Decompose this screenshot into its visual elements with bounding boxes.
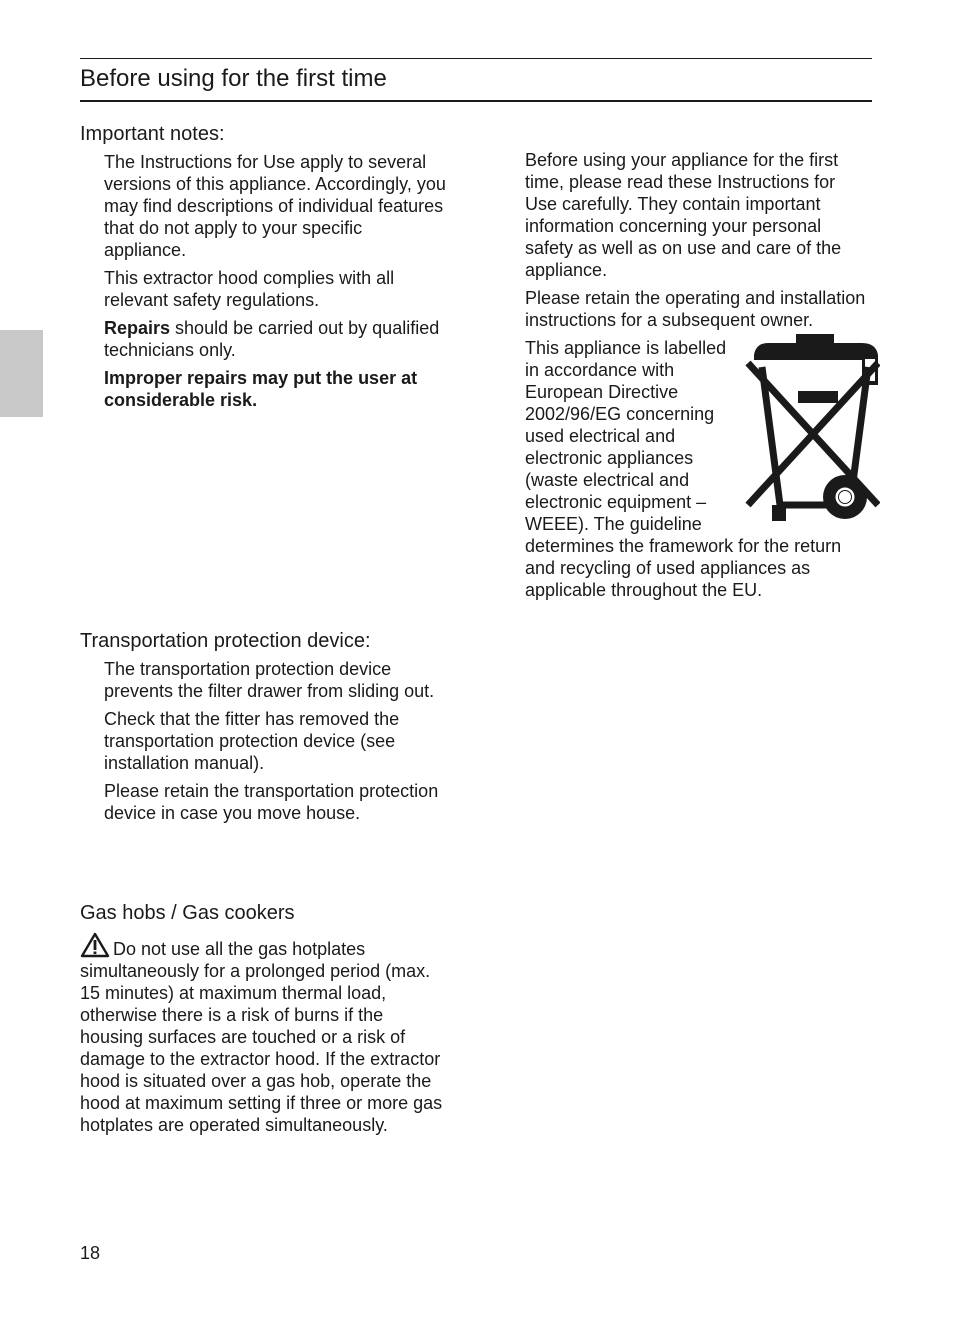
important-notes-paragraph: This extractor hood complies with all relevant safety regulations. (104, 268, 395, 310)
repairs-paragraph (104, 317, 448, 361)
transport-paragraph: Please retain the transportation protection device in case you move house. (104, 781, 439, 823)
transport-paragraph: Check that the fitter has removed the transportation protection device (see installation manual). (104, 709, 400, 773)
page-number: 18 (80, 1243, 101, 1263)
crossed-out-wheelie-bin-icon (744, 333, 880, 527)
important-notes-paragraph: The Instructions for Use apply to several versions of this appliance. Accordingly, you may find descriptions of individual features that do not apply to your specific appliance. (104, 152, 446, 260)
page-title: Before using for the first time (80, 65, 387, 92)
retain-instructions-paragraph: Please retain the operating and installation instructions for a subsequent owner. (525, 288, 866, 330)
transport-body (104, 658, 448, 830)
transport-paragraph: The transportation protection device prevents the filter drawer from sliding out. (104, 659, 435, 701)
risk-warning-paragraph: Improper repairs may put the user at considerable risk. (104, 368, 418, 410)
warning-triangle-icon (80, 932, 110, 958)
header-top-rule (80, 58, 872, 59)
gas-warning-paragraph (80, 932, 448, 1136)
repairs-text: should be carried out by qualified technicians only. (104, 318, 440, 360)
header-bottom-rule (80, 100, 872, 102)
important-notes-heading: Important notes: (80, 123, 225, 145)
gas-hobs-heading: Gas hobs / Gas cookers (80, 902, 295, 924)
gas-warning-text: Do not use all the gas hotplates simultaneously for a prolonged period (max. 15 minutes) at maximum thermal load, otherwise there is a risk of burns if the housing surfaces are touched or a risk of damage to the extractor hood. If the extractor hood is situated over a gas hob, operate the hood at maximum setting if three or more gas hotplates are operated simultaneously. (80, 939, 443, 1135)
important-notes-body (104, 151, 448, 417)
weee-paragraph: This appliance is labelled in accordance with European Directive 2002/96/EG concerning used electrical and electronic appliances (waste electrical and electronic equipment – WEEE). The guideline determines the framework for the return and recycling of used appliances as applicable throughout the EU. (525, 338, 842, 600)
repairs-keyword: Repairs (104, 318, 171, 338)
weee-paragraph-wrap (525, 337, 870, 601)
transport-heading: Transportation protection device: (80, 630, 371, 652)
gas-hobs-body (80, 932, 448, 1142)
right-column-body (525, 149, 870, 607)
side-tab-marker (0, 330, 43, 417)
read-instructions-paragraph: Before using your appliance for the first time, please read these Instructions for Use carefully. They contain important information concerning your personal safety as well as on use and care of the appliance. (525, 150, 842, 280)
